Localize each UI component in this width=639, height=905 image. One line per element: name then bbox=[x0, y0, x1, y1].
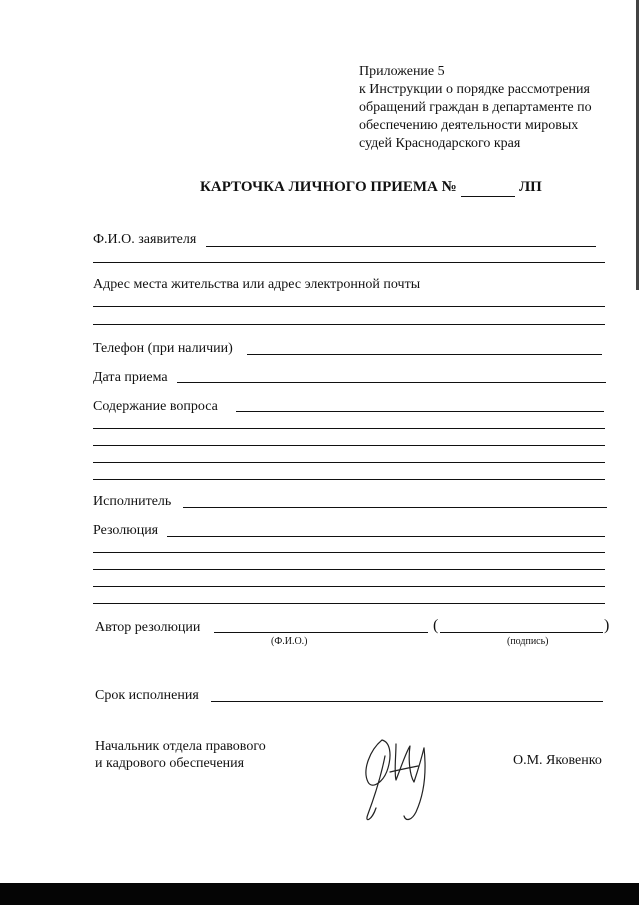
deadline-line bbox=[211, 701, 603, 702]
appendix-line-5: судей Краснодарского края bbox=[359, 136, 521, 151]
content-line-4 bbox=[93, 479, 605, 480]
resolution-line-1 bbox=[93, 552, 605, 553]
appendix-line-2: к Инструкции о порядке рассмотрения bbox=[359, 82, 590, 97]
date-line bbox=[177, 382, 606, 383]
address-line-1 bbox=[93, 306, 605, 307]
content-line-0 bbox=[236, 411, 604, 412]
handwritten-signature bbox=[352, 732, 444, 828]
resolution-line-4 bbox=[93, 603, 605, 604]
author-fio-hint: (Ф.И.О.) bbox=[271, 636, 308, 647]
address-label: Адрес места жительства или адрес электронной почты bbox=[93, 277, 421, 292]
executor-line bbox=[183, 507, 607, 508]
resolution-line-3 bbox=[93, 586, 605, 587]
author-fio-line bbox=[214, 632, 428, 633]
card-number-line bbox=[461, 196, 515, 197]
date-label: Дата приема bbox=[93, 370, 168, 385]
address-line-2 bbox=[93, 324, 605, 325]
sign-close-paren: ) bbox=[604, 617, 610, 634]
card-title: КАРТОЧКА ЛИЧНОГО ПРИЕМА № bbox=[200, 179, 457, 195]
scan-bottom-edge bbox=[0, 883, 639, 905]
sign-open-paren: ( bbox=[433, 617, 439, 634]
appendix-block bbox=[359, 63, 592, 153]
fio-line-2 bbox=[93, 262, 605, 263]
content-line-1 bbox=[93, 428, 605, 429]
fio-label: Ф.И.О. заявителя bbox=[93, 232, 197, 247]
author-sign-line bbox=[440, 632, 603, 633]
appendix-line-3: обращений граждан в департаменте по bbox=[359, 100, 592, 115]
content-line-3 bbox=[93, 462, 605, 463]
executor-label: Исполнитель bbox=[93, 494, 172, 509]
author-label: Автор резолюции bbox=[95, 620, 201, 635]
content-label: Содержание вопроса bbox=[93, 399, 218, 414]
phone-line bbox=[247, 354, 602, 355]
appendix-line-1: Приложение 5 bbox=[359, 64, 445, 79]
signatory-name: О.М. Яковенко bbox=[513, 753, 602, 768]
deadline-label: Срок исполнения bbox=[95, 688, 199, 703]
resolution-label: Резолюция bbox=[93, 523, 159, 538]
appendix-line-4: обеспечению деятельности мировых bbox=[359, 118, 579, 133]
resolution-line-2 bbox=[93, 569, 605, 570]
resolution-line-0 bbox=[167, 536, 605, 537]
signatory-position-line-1: Начальник отдела правового bbox=[95, 739, 266, 754]
fio-line bbox=[206, 246, 596, 247]
card-title-suffix: ЛП bbox=[519, 179, 542, 195]
content-line-2 bbox=[93, 445, 605, 446]
signatory-position-line-2: и кадрового обеспечения bbox=[95, 756, 245, 771]
phone-label: Телефон (при наличии) bbox=[93, 341, 233, 356]
author-sign-hint: (подпись) bbox=[507, 636, 549, 647]
